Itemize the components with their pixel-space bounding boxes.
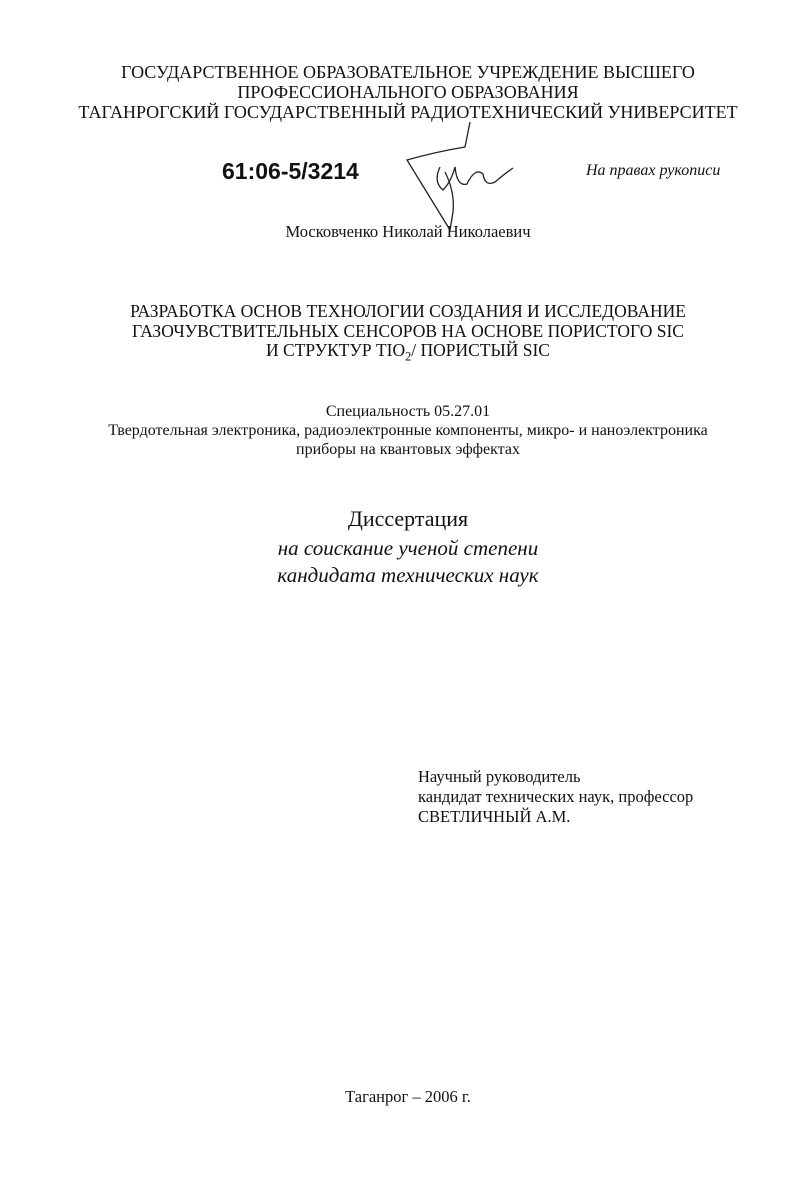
catalog-code: 61:06-5/3214 bbox=[222, 158, 359, 184]
specialty-block bbox=[0, 402, 796, 459]
degree-line: на соискание ученой степени bbox=[277, 536, 539, 560]
specialty-line: Твердотельная электроника, радиоэлектронные компоненты, микро- и наноэлектроника bbox=[108, 422, 708, 439]
manuscript-note: На правах рукописи bbox=[586, 162, 721, 179]
supervisor-degree: кандидат технических наук, профессор bbox=[418, 787, 694, 806]
title-line: И СТРУКТУР $TIO_2/$ ПОРИСТЫЙ SIC bbox=[266, 340, 550, 364]
footer-city-year: Таганрог – 2006 г. bbox=[345, 1087, 471, 1106]
specialty-line: приборы на квантовых эффектах bbox=[296, 441, 520, 458]
dissertation-title bbox=[0, 302, 796, 367]
degree-block bbox=[0, 535, 796, 589]
header-line: ГОСУДАРСТВЕННОЕ ОБРАЗОВАТЕЛЬНОЕ УЧРЕЖДЕНИЕ ВЫСШЕГО bbox=[121, 62, 695, 82]
dissertation-heading: Диссертация bbox=[347, 506, 469, 531]
title-line: РАЗРАБОТКА ОСНОВ ТЕХНОЛОГИИ СОЗДАНИЯ И ИССЛЕДОВАНИЕ bbox=[130, 301, 686, 321]
degree-line: кандидата технических наук bbox=[277, 563, 539, 587]
header-line: ТАГАНРОГСКИЙ ГОСУДАРСТВЕННЫЙ РАДИОТЕХНИЧЕСКИЙ УНИВЕРСИТЕТ bbox=[78, 102, 738, 122]
title-line: ГАЗОЧУВСТВИТЕЛЬНЫХ СЕНСОРОВ НА ОСНОВЕ ПОРИСТОГО SIC bbox=[132, 320, 684, 341]
specialty-code: Специальность 05.27.01 bbox=[325, 403, 491, 420]
supervisor-block bbox=[418, 767, 693, 827]
author-name: Московченко Николай Николаевич bbox=[285, 222, 531, 241]
supervisor-name: СВЕТЛИЧНЫЙ А.М. bbox=[418, 807, 571, 826]
supervisor-role: Научный руководитель bbox=[418, 767, 581, 786]
header-line: ПРОФЕССИОНАЛЬНОГО ОБРАЗОВАНИЯ bbox=[237, 82, 579, 102]
